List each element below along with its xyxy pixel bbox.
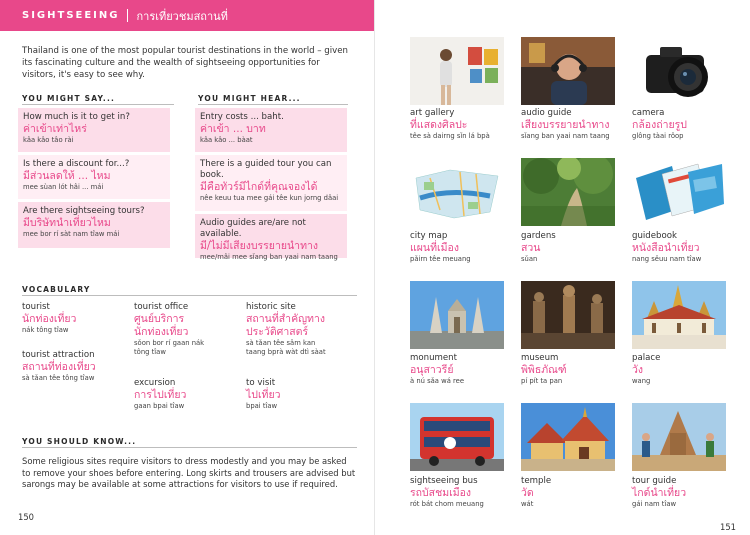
guidebook-photo: [632, 158, 726, 226]
header-separator: [127, 9, 128, 22]
sightseeing-bus-photo: [410, 403, 504, 471]
phrase-pronunciation: kâa kâo tâo rài: [23, 136, 74, 144]
phrase-english: There is a guided tour you can book.: [200, 159, 332, 180]
vocab-thai: ศูนย์บริการ นักท่องเที่ยว: [134, 313, 189, 338]
caption-pronunciation: à nú sǎa wá ree: [410, 377, 465, 385]
picture-caption: [410, 231, 510, 264]
phrase-english: Entry costs ... baht.: [200, 112, 284, 122]
caption-pronunciation: nang sěuu nam tîaw: [632, 255, 702, 263]
vocab-english: tourist attraction: [22, 350, 95, 360]
vocab-item: [246, 378, 281, 411]
section-title-th: การเที่ยวชมสถานที่: [136, 9, 228, 23]
vocab-item: [22, 302, 76, 335]
you-might-say-title: YOU MIGHT SAY...: [22, 94, 116, 103]
say-phrase-1: [18, 108, 170, 152]
phrase-pronunciation: nêe keuu tua mee gái têe kun jorng dâai: [200, 194, 339, 202]
say-phrase-3: [18, 202, 170, 248]
phrase-thai: มีคือทัวร์มีไกด์ที่คุณจองได้: [200, 181, 318, 193]
vocab-pronunciation: gaan bpai tîaw: [134, 402, 185, 410]
caption-pronunciation: wát: [521, 500, 534, 508]
caption-english: gardens: [521, 231, 556, 241]
vocab-pronunciation: bpai tîaw: [246, 402, 278, 410]
phrase-thai: ค่าเข้าเท่าไหร่: [23, 123, 87, 135]
vocab-item: [246, 302, 326, 357]
caption-english: guidebook: [632, 231, 677, 241]
picture-caption: [632, 231, 732, 264]
caption-english: monument: [410, 353, 457, 363]
divider: [22, 447, 357, 448]
phrase-english: Are there sightseeing tours?: [23, 206, 145, 216]
right-page: [375, 0, 750, 535]
vocab-thai: นักท่องเที่ยว: [22, 313, 77, 325]
vocab-thai: สถานที่ท่องเที่ยว: [22, 361, 96, 373]
caption-thai: วัด: [521, 487, 534, 499]
caption-english: tour guide: [632, 476, 677, 486]
caption-thai: เสียงบรรยายนำทาง: [521, 119, 610, 131]
audio-guide-photo: [521, 37, 615, 105]
city-map-photo: [410, 158, 504, 226]
caption-pronunciation: sǔan: [521, 255, 538, 263]
should-know-text: Some religious sites require visitors to dress modestly and you may be asked to remove your shoes before entering. Long skirts and trousers are advised but sarongs may be available at some attractions for visitors to use if required.: [22, 456, 356, 489]
vocab-english: to visit: [246, 378, 276, 388]
picture-caption: [410, 353, 510, 386]
caption-pronunciation: wang: [632, 377, 651, 385]
phrase-thai: ค่าเข้า ... บาท: [200, 123, 266, 135]
vocab-english: tourist office: [134, 302, 189, 312]
vocab-item: [22, 350, 96, 383]
caption-thai: วัง: [632, 364, 644, 376]
divider: [22, 104, 174, 105]
caption-thai: กล้องถ่ายรูป: [632, 119, 687, 131]
phrase-thai: มี/ไม่มีเสียงบรรยายนำทาง: [200, 240, 319, 252]
caption-thai: ไกด์นำเที่ยว: [632, 487, 687, 499]
caption-english: museum: [521, 353, 559, 363]
caption-thai: หนังสือนำเที่ยว: [632, 242, 700, 254]
caption-pronunciation: gái nam tîaw: [632, 500, 677, 508]
hear-phrase-1: [195, 108, 347, 152]
phrase-pronunciation: mee bor rí sàt nam tîaw mái: [23, 230, 120, 238]
vocab-english: historic site: [246, 302, 296, 312]
caption-pronunciation: glông tàai rôop: [632, 132, 684, 140]
picture-caption: [632, 476, 732, 509]
say-phrase-2: [18, 155, 170, 199]
phrase-english: How much is it to get in?: [23, 112, 130, 122]
picture-caption: [521, 353, 621, 386]
section-title-en: SIGHTSEEING: [22, 10, 120, 21]
vocab-thai: ไปเที่ยว: [246, 389, 281, 401]
vocab-pronunciation: sǒon bor rí gaan nák tông tîaw: [134, 339, 205, 356]
caption-thai: อนุสาวรีย์: [410, 364, 454, 376]
palace-photo: [632, 281, 726, 349]
phrase-english: Is there a discount for...?: [23, 159, 130, 169]
intro-paragraph: Thailand is one of the most popular tourist destinations in the world – given its fascinating culture and the wealth of sightseeing opportunities for visitors, it's easy to see why.: [22, 46, 348, 80]
vocab-item: [134, 302, 204, 357]
museum-photo: [521, 281, 615, 349]
divider: [198, 104, 348, 105]
section-header: [0, 0, 375, 31]
hear-phrase-2: [195, 155, 347, 211]
caption-thai: แผนที่เมือง: [410, 242, 459, 254]
caption-english: art gallery: [410, 108, 455, 118]
vocab-english: excursion: [134, 378, 176, 388]
vocab-pronunciation: sà tǎan têe tông tîaw: [22, 374, 95, 382]
vocab-thai: สถานที่สำคัญทาง ประวัติศาสตร์: [246, 313, 325, 338]
gardens-photo: [521, 158, 615, 226]
picture-caption: [410, 476, 510, 509]
vocab-item: [134, 378, 186, 411]
picture-caption: [410, 108, 510, 141]
picture-caption: [521, 231, 621, 264]
phrase-thai: มีส่วนลดให้ ... ไหม: [23, 170, 111, 182]
vocab-pronunciation: sà tǎan têe sǎm kan taang bprà wàt dtì sàat: [246, 339, 326, 356]
caption-thai: ที่แสดงศิลปะ: [410, 119, 468, 131]
phrase-pronunciation: kâa kâo ... bàat: [200, 136, 253, 144]
caption-thai: รถบัสชมเมือง: [410, 487, 472, 499]
picture-caption: [632, 108, 732, 141]
camera-photo: [632, 37, 726, 105]
divider: [22, 295, 357, 296]
caption-english: sightseeing bus: [410, 476, 478, 486]
page-number-right: 151: [720, 522, 736, 532]
tour-guide-photo: [632, 403, 726, 471]
caption-english: audio guide: [521, 108, 572, 118]
caption-pronunciation: têe sà dairng sǐn lá bpà: [410, 132, 490, 140]
hear-phrase-3: [195, 214, 347, 261]
phrase-english: Audio guides are/are not available.: [200, 218, 306, 239]
art-gallery-photo: [410, 37, 504, 105]
picture-caption: [632, 353, 732, 386]
phrase-thai: มีบริษัทนำเที่ยวไหม: [23, 217, 111, 229]
caption-thai: สวน: [521, 242, 541, 254]
picture-caption: [521, 476, 621, 509]
caption-english: temple: [521, 476, 552, 486]
caption-thai: พิพิธภัณฑ์: [521, 364, 567, 376]
temple-photo: [521, 403, 615, 471]
you-might-hear-title: YOU MIGHT HEAR...: [198, 94, 301, 103]
vocab-english: tourist: [22, 302, 50, 312]
caption-english: city map: [410, 231, 448, 241]
caption-pronunciation: pǎirn têe meuang: [410, 255, 471, 263]
page-number-left: 150: [18, 512, 34, 522]
phrase-pronunciation: mee sùan lót hâi ... mái: [23, 183, 104, 191]
picture-caption: [521, 108, 621, 141]
should-know-title: YOU SHOULD KNOW...: [22, 437, 137, 446]
vocab-thai: การไปเที่ยว: [134, 389, 187, 401]
phrase-pronunciation: mee/mâi mee sǐang ban yaai nam taang: [200, 253, 338, 261]
caption-pronunciation: pí pít ta pan: [521, 377, 563, 385]
caption-english: camera: [632, 108, 665, 118]
caption-pronunciation: rót bát chom meuang: [410, 500, 484, 508]
caption-pronunciation: sǐang ban yaai nam taang: [521, 132, 610, 140]
monument-photo: [410, 281, 504, 349]
vocab-pronunciation: nák tông tîaw: [22, 326, 69, 334]
vocabulary-title: VOCABULARY: [22, 285, 91, 294]
caption-english: palace: [632, 353, 661, 363]
